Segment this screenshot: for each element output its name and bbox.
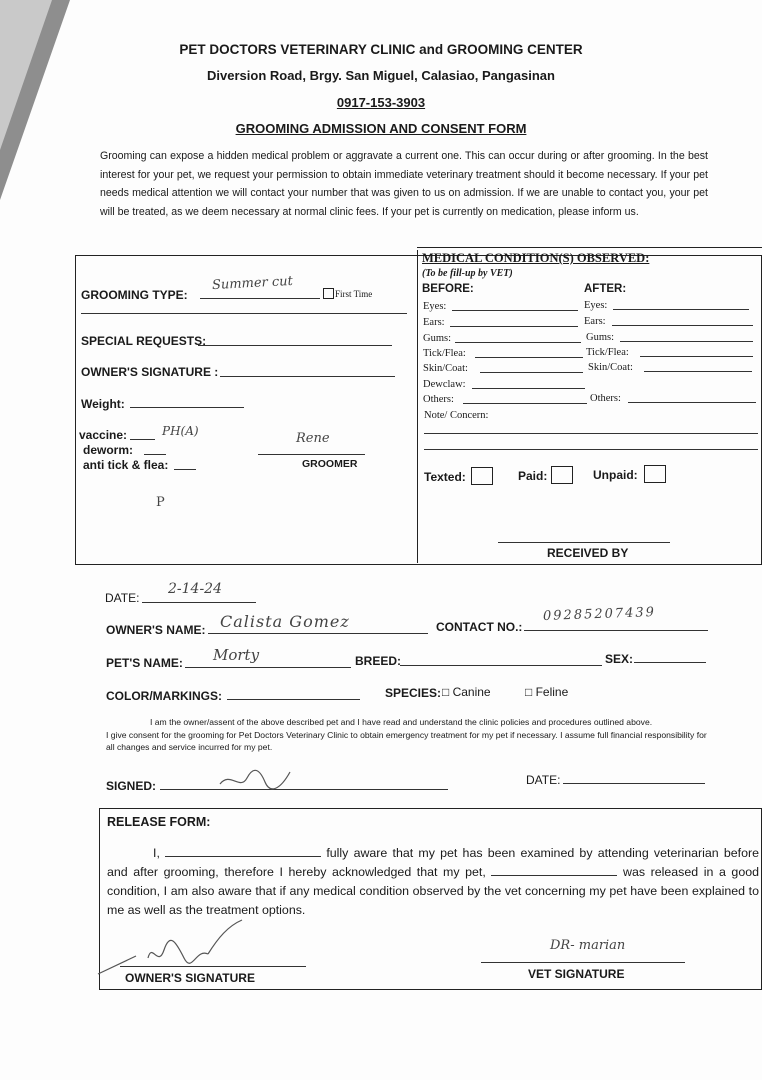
consent-line-1: I am the owner/assent of the above described pet and I have read and understand the clinic policies and procedures outlined above. <box>150 717 653 727</box>
vet-signature-field[interactable] <box>481 962 685 963</box>
signed-date-field[interactable] <box>563 783 705 784</box>
note-concern-label: Note/ Concern: <box>424 410 489 421</box>
date-value: 2-14-24 <box>168 581 222 597</box>
vaccine-field[interactable] <box>130 439 155 440</box>
before-eyes-field[interactable] <box>452 310 578 311</box>
medical-title: MEDICAL CONDITION(S) OBSERVED: <box>422 251 650 265</box>
sex-field[interactable] <box>634 662 706 663</box>
before-ears-field[interactable] <box>450 326 578 327</box>
release-owner-signature-label: OWNER'S SIGNATURE <box>125 971 255 985</box>
weight-label: Weight: <box>81 397 125 411</box>
deworm-label: deworm: <box>83 443 134 457</box>
after-gums-label: Gums: <box>586 332 615 343</box>
intro-paragraph: Grooming can expose a hidden medical problem or aggravate a current one. This can occur during or after grooming. In the best interest for your pet, we request your permission to obtain immediate veterinary treatment should it become necessary. If your pet needs medical attention we will contact your number that was given to us on admission. If we are unable to contact you, your pet will be treated, as we deem necessary at normal clinic fees. If your pet is currently on medication, please inform us. <box>100 150 708 218</box>
color-markings-label: COLOR/MARKINGS: <box>106 689 222 703</box>
release-text-middle: fully aware that my pet has been examined by attending veterinarian before and after grooming, therefore I hereby acknowledged that my pet, <box>107 846 759 879</box>
release-owner-signature-field[interactable] <box>120 966 306 967</box>
clinic-address: Diversion Road, Brgy. San Miguel, Calasiao, Pangasinan <box>207 68 555 83</box>
unpaid-checkbox[interactable] <box>644 465 666 483</box>
anti-tick-field[interactable] <box>174 469 196 470</box>
pet-name-field[interactable] <box>185 667 351 668</box>
date-label: DATE: <box>105 591 140 605</box>
feline-option[interactable]: □ Feline <box>525 685 569 699</box>
groomer-label: GROOMER <box>302 458 358 470</box>
owner-name-label: OWNER'S NAME: <box>106 623 206 637</box>
before-dewclaw-label: Dewclaw: <box>423 379 466 390</box>
before-eyes-label: Eyes: <box>423 301 447 312</box>
before-skin-label: Skin/Coat: <box>423 363 468 374</box>
groomer-value: Rene <box>296 431 330 446</box>
after-tick-label: Tick/Flea: <box>586 347 629 358</box>
date-field[interactable] <box>142 602 256 603</box>
release-owner-signature-scribble <box>96 918 246 978</box>
first-time-label: First Time <box>335 289 373 299</box>
owner-signature-field[interactable] <box>220 376 395 377</box>
signed-field[interactable] <box>160 789 448 790</box>
after-ears-label: Ears: <box>584 316 606 327</box>
form-title: GROOMING ADMISSION AND CONSENT FORM <box>235 121 527 136</box>
grooming-type-label: GROOMING TYPE: <box>81 288 188 302</box>
contact-label: CONTACT NO.: <box>436 620 523 634</box>
vet-signature-label: VET SIGNATURE <box>528 967 625 981</box>
canine-option[interactable]: □ Canine <box>442 685 491 699</box>
after-gums-field[interactable] <box>620 341 753 342</box>
owner-name-field[interactable] <box>208 633 428 634</box>
release-text-end: was released in a good condition, I am also aware that if any medical condition observed by the vet concerning my pet have been explained to me as well as the treatment options. <box>107 865 759 917</box>
first-time-checkbox[interactable] <box>323 288 334 299</box>
note-line-2[interactable] <box>424 449 758 450</box>
owner-signature-scribble <box>215 766 295 792</box>
after-others-label: Others: <box>590 393 621 404</box>
paid-checkbox[interactable] <box>551 466 573 484</box>
release-form-title: RELEASE FORM: <box>107 815 211 829</box>
texted-label: Texted: <box>424 470 466 484</box>
after-skin-field[interactable] <box>644 371 752 372</box>
clinic-phone: 0917-153-3903 <box>336 95 426 110</box>
breed-field[interactable] <box>400 665 602 666</box>
after-tick-field[interactable] <box>640 356 753 357</box>
vet-signature-value: DR- marian <box>550 938 626 953</box>
after-eyes-field[interactable] <box>613 309 749 310</box>
release-text-i: I, <box>153 846 160 860</box>
breed-label: BREED: <box>355 654 402 668</box>
deworm-field[interactable] <box>144 454 166 455</box>
signed-label: SIGNED: <box>106 779 157 793</box>
groomer-field[interactable] <box>258 454 365 455</box>
before-dewclaw-field[interactable] <box>472 388 585 389</box>
contact-value: 09285207439 <box>542 605 657 624</box>
vaccine-value: PH(A) <box>162 424 199 438</box>
before-others-label: Others: <box>423 394 454 405</box>
after-eyes-label: Eyes: <box>584 300 608 311</box>
received-by-label: RECEIVED BY <box>547 546 629 560</box>
box-divider <box>417 250 418 563</box>
species-label: SPECIES: <box>385 686 442 700</box>
sex-label: SEX: <box>605 652 634 666</box>
before-tick-field[interactable] <box>475 357 583 358</box>
owner-name-value: Calista Gomez <box>220 612 350 631</box>
paid-label: Paid: <box>518 469 548 483</box>
before-gums-field[interactable] <box>455 342 581 343</box>
box-top-right <box>417 247 762 248</box>
grooming-type-line-2 <box>81 313 407 314</box>
special-requests-label: SPECIAL REQUESTS: <box>81 334 207 348</box>
clinic-name: PET DOCTORS VETERINARY CLINIC and GROOMING CENTER <box>179 42 583 57</box>
before-gums-label: Gums: <box>423 333 452 344</box>
color-markings-field[interactable] <box>227 699 360 700</box>
after-others-field[interactable] <box>628 402 756 403</box>
before-tick-label: Tick/Flea: <box>423 348 466 359</box>
owner-signature-label: OWNER'S SIGNATURE : <box>81 365 219 379</box>
before-others-field[interactable] <box>463 403 587 404</box>
anti-tick-label: anti tick & flea: <box>83 458 169 472</box>
pet-name-value: Morty <box>213 646 260 664</box>
after-ears-field[interactable] <box>612 325 753 326</box>
release-paragraph <box>107 844 759 920</box>
signed-date-label: DATE: <box>526 773 561 787</box>
before-label: BEFORE: <box>422 283 474 295</box>
contact-field[interactable] <box>524 630 708 631</box>
grooming-type-value: Summer cut <box>211 273 294 294</box>
before-ears-label: Ears: <box>423 317 445 328</box>
release-owner-blank[interactable] <box>165 856 321 857</box>
before-skin-field[interactable] <box>480 372 583 373</box>
release-pet-blank[interactable] <box>491 875 617 876</box>
weight-field[interactable] <box>130 407 244 408</box>
texted-checkbox[interactable] <box>471 467 493 485</box>
pet-name-label: PET'S NAME: <box>106 656 183 670</box>
special-requests-field[interactable] <box>198 345 392 346</box>
after-skin-label: Skin/Coat: <box>588 362 633 373</box>
after-label: AFTER: <box>584 283 627 295</box>
unpaid-label: Unpaid: <box>593 468 638 482</box>
grooming-type-field[interactable] <box>200 298 320 299</box>
note-line-1[interactable] <box>424 433 758 434</box>
vaccine-label: vaccine: <box>79 428 128 442</box>
consent-line-2: I give consent for the grooming for Pet Doctors Veterinary Clinic to obtain emergency treatment for my pet if necessary. I assume full financial responsibility for all changes and service incurred for my pet. <box>106 730 707 752</box>
note-p: P <box>156 495 165 510</box>
received-by-field[interactable] <box>498 542 670 543</box>
medical-subtitle: (To be fill-up by VET) <box>422 268 513 279</box>
